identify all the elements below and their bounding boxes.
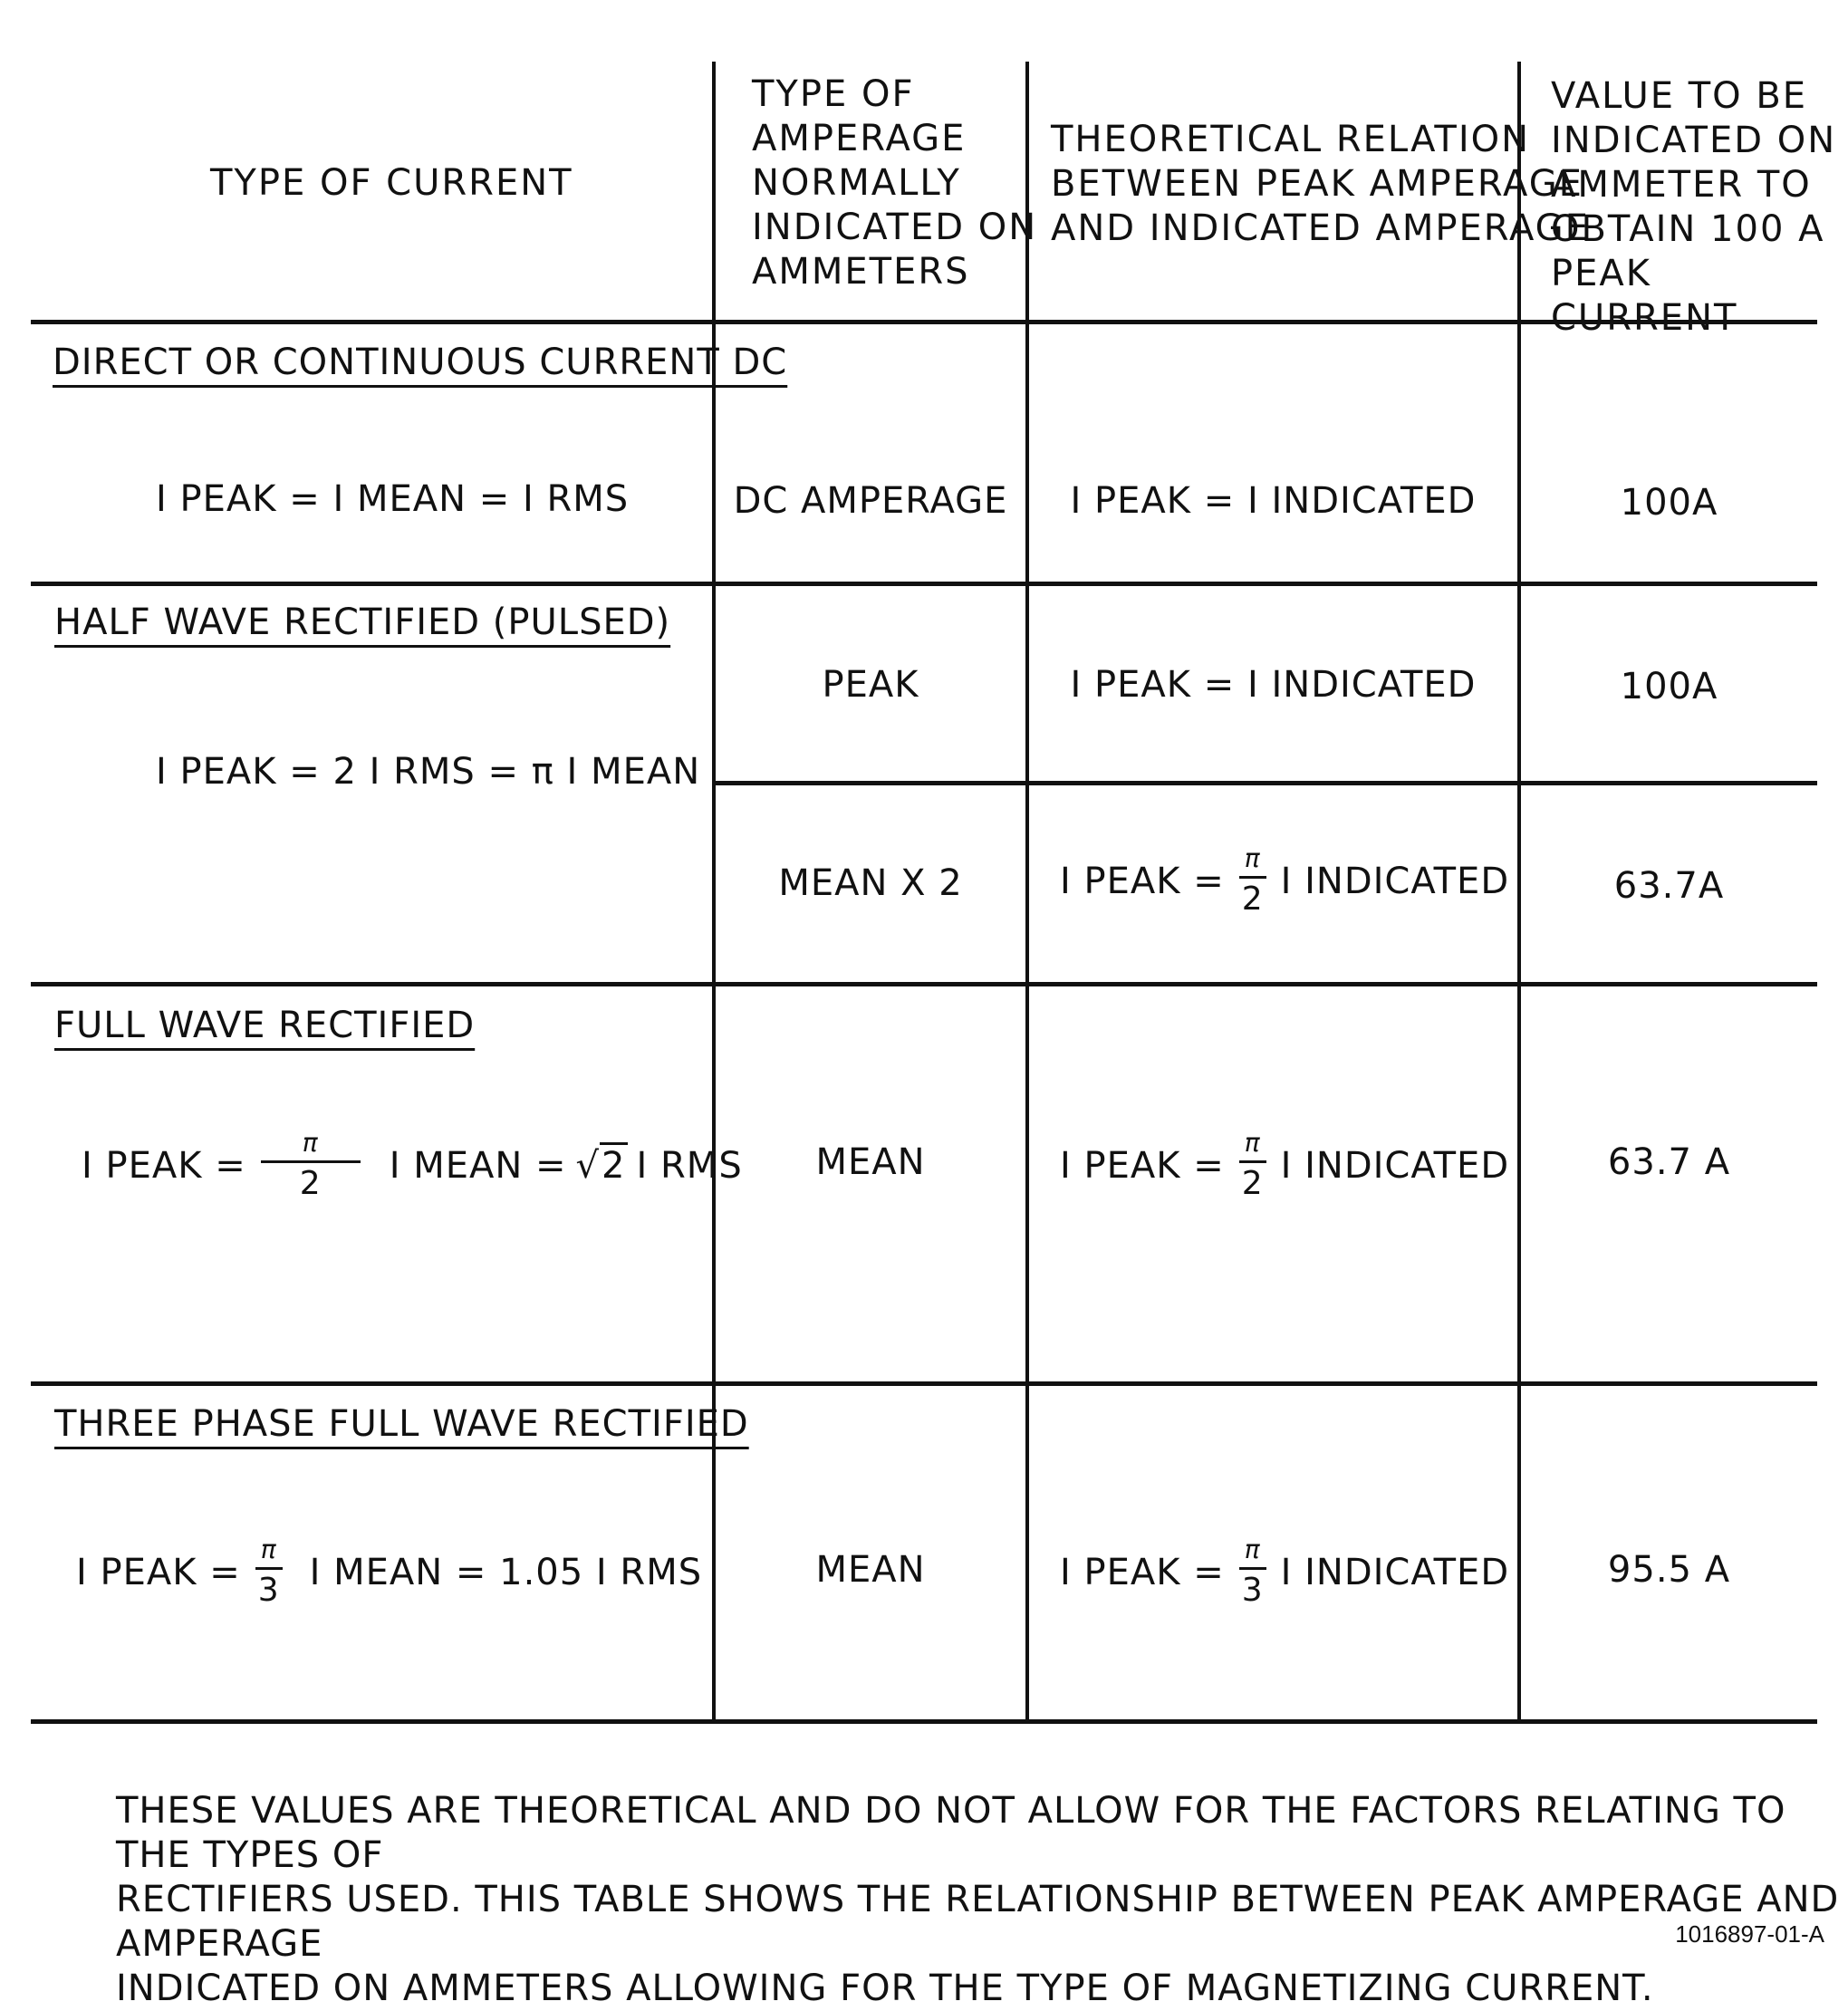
relation-dc: I PEAK = I INDICATED [1070,480,1477,522]
pi-over-2-fraction [1239,1128,1266,1202]
header-amperage-type-line: TYPE OF [752,73,915,115]
formula-full-wave-right: I RMS [636,1144,743,1187]
header-amperage-type-line: AMPERAGE [752,118,967,159]
fraction-numerator: π [1244,843,1261,873]
relation-full-wave-right: I INDICATED [1280,1144,1510,1187]
header-value-indicated-line: PEAK CURRENT [1551,253,1738,339]
header-amperage-type-line: AMMETERS [752,251,970,293]
formula-three-phase-right: I MEAN = 1.05 I RMS [309,1551,703,1593]
fraction-denominator: 2 [299,1165,322,1202]
header-value-indicated [1551,74,1848,341]
radicand: 2 [600,1142,627,1187]
fraction-numerator: π [302,1128,319,1158]
header-amperage-type [752,72,1037,294]
header-amperage-type-line: NORMALLY [752,162,961,204]
row-divider-dc [31,582,1817,586]
value-dc: 100A [1620,482,1718,524]
row-title-direct-current: DIRECT OR CONTINUOUS CURRENT DC [53,342,788,383]
fraction-bar [261,1160,361,1163]
value-full-wave: 63.7 A [1607,1141,1731,1183]
formula-full-wave [82,1128,743,1202]
square-root [575,1144,628,1187]
subrow-divider-half-wave [712,781,1817,785]
row-title-full-wave: FULL WAVE RECTIFIED [54,1005,476,1046]
pi-over-2-fraction [1239,843,1266,918]
fraction-numerator: π [260,1535,277,1564]
header-theoretical-relation [1051,118,1590,251]
relation-mean-x2-right: I INDICATED [1280,860,1510,902]
header-bottom-rule [31,320,1817,324]
footnote-line: RECTIFIERS USED. THIS TABLE SHOWS THE RELATIONSHIP BETWEEN PEAK AMPERAGE AND AMPERAGE [116,1879,1840,1965]
relation-three-phase [1060,1537,1509,1607]
drawing-number: 1016897-01-A [1675,1920,1824,1948]
fraction-bar [1239,1567,1266,1570]
fraction-denominator: 2 [1241,1165,1264,1202]
fraction-bar [255,1567,283,1570]
fraction-denominator: 3 [257,1572,280,1609]
amperage-type-dc: DC AMPERAGE [733,480,1008,522]
footnote-line: THESE VALUES ARE THEORETICAL AND DO NOT ALLOW FOR THE FACTORS RELATING TO THE TYPES OF [116,1790,1786,1876]
relation-mean-x2 [1060,843,1510,918]
formula-full-wave-mid: I MEAN = [389,1144,567,1187]
header-value-indicated-line: VALUE TO BE [1551,75,1808,117]
row-divider-half-wave [31,982,1817,986]
header-theoretical-relation-line: BETWEEN PEAK AMPERAGE [1051,163,1583,205]
fraction-bar [1239,1160,1266,1163]
column-divider-2 [1025,62,1029,1724]
fraction-numerator: π [1244,1128,1261,1158]
relation-three-phase-right: I INDICATED [1280,1551,1510,1593]
amperage-type-mean-full-wave: MEAN [815,1141,926,1183]
amperage-type-mean-x2: MEAN X 2 [778,862,963,904]
pi-over-3-fraction [255,1537,283,1607]
relation-mean-x2-left: I PEAK = [1060,860,1225,902]
header-amperage-type-line: INDICATED ON [752,207,1038,248]
value-mean-x2: 63.7A [1613,865,1725,907]
header-value-indicated-line: OBTAIN 100 A [1551,208,1825,250]
value-three-phase: 95.5 A [1607,1549,1731,1591]
fraction-denominator: 2 [1241,880,1264,918]
formula-full-wave-left: I PEAK = [82,1144,246,1187]
formula-three-phase-left: I PEAK = [76,1551,241,1593]
footnote-line: INDICATED ON AMMETERS ALLOWING FOR THE TYPE OF MAGNETIZING CURRENT. [116,1968,1654,2009]
formula-half-wave: I PEAK = 2 I RMS = π I MEAN [156,751,701,793]
fraction-numerator: π [1244,1535,1261,1564]
header-type-of-current-text: TYPE OF CURRENT [210,162,573,204]
formula-three-phase [76,1537,702,1607]
pi-over-3-fraction [1239,1537,1266,1607]
pi-over-2-fraction [261,1128,361,1202]
amperage-type-mean-three-phase: MEAN [815,1549,926,1591]
relation-three-phase-left: I PEAK = [1060,1551,1225,1593]
formula-direct-current: I PEAK = I MEAN = I RMS [156,478,630,520]
footnote [116,1789,1848,2011]
relation-full-wave [1060,1128,1510,1202]
header-value-indicated-line: INDICATED ON [1551,120,1837,161]
relation-full-wave-left: I PEAK = [1060,1144,1225,1187]
radical-sign-icon: √ [575,1144,601,1187]
row-title-half-wave: HALF WAVE RECTIFIED (PULSED) [54,601,671,643]
row-divider-full-wave [31,1381,1817,1386]
header-theoretical-relation-line: AND INDICATED AMPERAGE [1051,207,1590,249]
table-bottom-rule [31,1719,1817,1724]
fraction-denominator: 3 [1241,1572,1264,1609]
relation-peak: I PEAK = I INDICATED [1070,664,1477,706]
value-peak: 100A [1620,666,1718,707]
header-type-of-current [210,161,573,206]
amperage-type-peak: PEAK [822,664,919,706]
header-value-indicated-line: AMMETER TO [1551,164,1812,206]
row-title-three-phase: THREE PHASE FULL WAVE RECTIFIED [54,1403,749,1445]
fraction-bar [1239,876,1266,879]
header-theoretical-relation-line: THEORETICAL RELATION [1051,119,1531,160]
